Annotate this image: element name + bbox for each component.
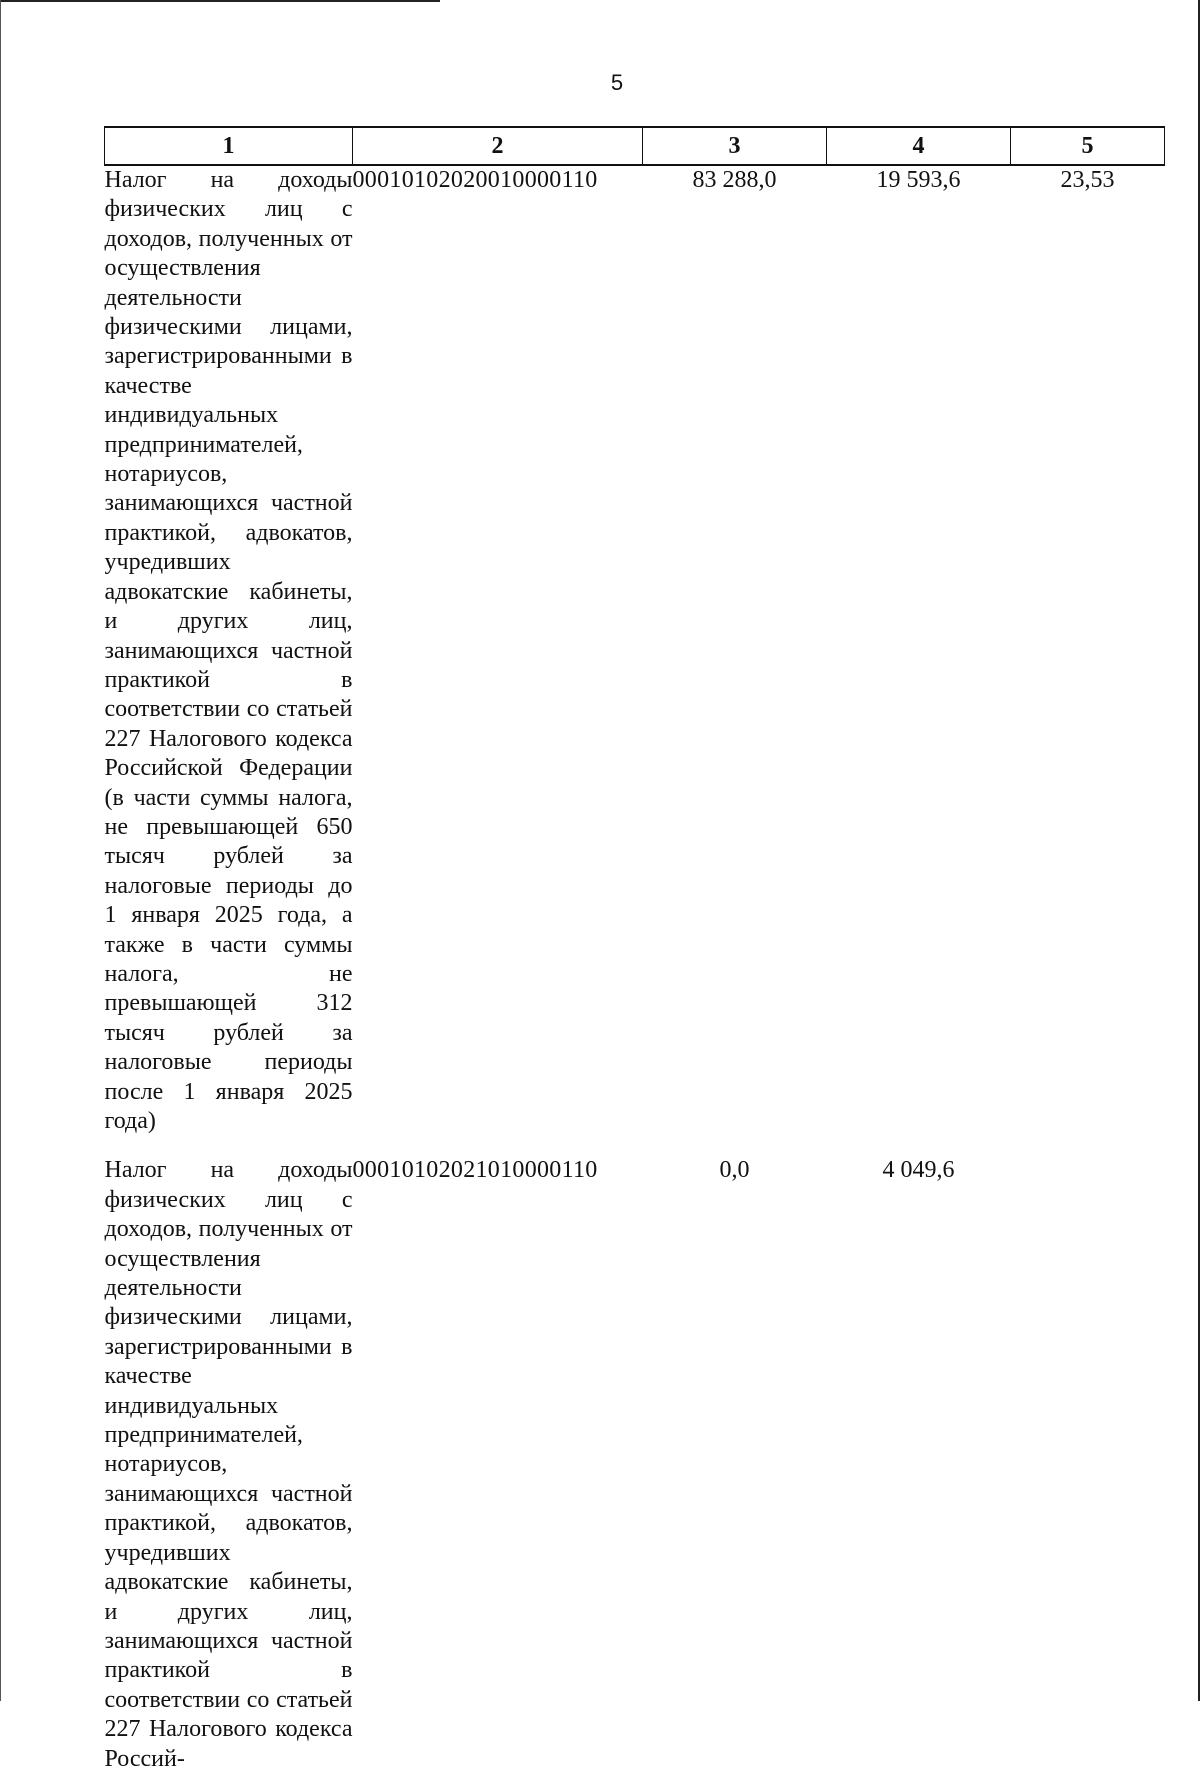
table-header-row bbox=[105, 127, 1165, 165]
scan-left-edge bbox=[0, 0, 1, 1701]
table-row bbox=[105, 1156, 1165, 1774]
page-number: 5 bbox=[610, 70, 624, 95]
row-col-4: 4 049,6 bbox=[882, 1157, 955, 1184]
row-col-4: 19 593,6 bbox=[876, 167, 961, 193]
scan-top-edge bbox=[0, 0, 440, 2]
row-col-3: 0,0 bbox=[719, 1157, 750, 1184]
header-col-2: 2 bbox=[353, 127, 643, 165]
row-code: 00010102021010000110 bbox=[352, 1157, 598, 1184]
row-col-5 bbox=[1011, 1156, 1165, 1774]
row-spacer bbox=[105, 1136, 1165, 1156]
header-col-3: 3 bbox=[643, 127, 827, 165]
row-col-5: 23,53 bbox=[1060, 167, 1115, 193]
header-col-4: 4 bbox=[827, 127, 1011, 165]
row-code: 00010102020010000110 bbox=[352, 167, 598, 193]
row-col-3: 83 288,0 bbox=[692, 167, 777, 193]
row-name: Налог на доходы физических лиц с доходов, полученных от осуществления деятельности физическими лицами, зарегистрированными в качестве индивидуальных предпринимателей, нотариусов, занимающихся частной практикой, адвокатов, учредивших адвокатские кабинеты, и других лиц, занимающихся частной практикой в соответствии со статьей 227 Налогового кодекса Российской Федерации (в части суммы налога, не превышающей 650 тысяч рублей за налоговые периоды до 1 января 2025 года, а также в части суммы налога, не превышающей 312 тысяч рублей за налоговые периоды после 1 января 2025 года) bbox=[104, 167, 353, 1134]
header-col-1: 1 bbox=[105, 127, 353, 165]
budget-table bbox=[104, 126, 1165, 1774]
row-name: Налог на доходы физических лиц с доходов, полученных от осуществления деятельности физическими лицами, зарегистрированными в качестве индивидуальных предпринимателей, нотариусов, занимающихся частной практикой, адвокатов, учредивших адвокатские кабинеты, и других лиц, занимающихся частной практикой в соответствии со статьей 227 Налогового кодекса Россий- bbox=[104, 1157, 353, 1772]
header-col-5: 5 bbox=[1011, 127, 1165, 165]
table-row bbox=[105, 165, 1165, 1136]
